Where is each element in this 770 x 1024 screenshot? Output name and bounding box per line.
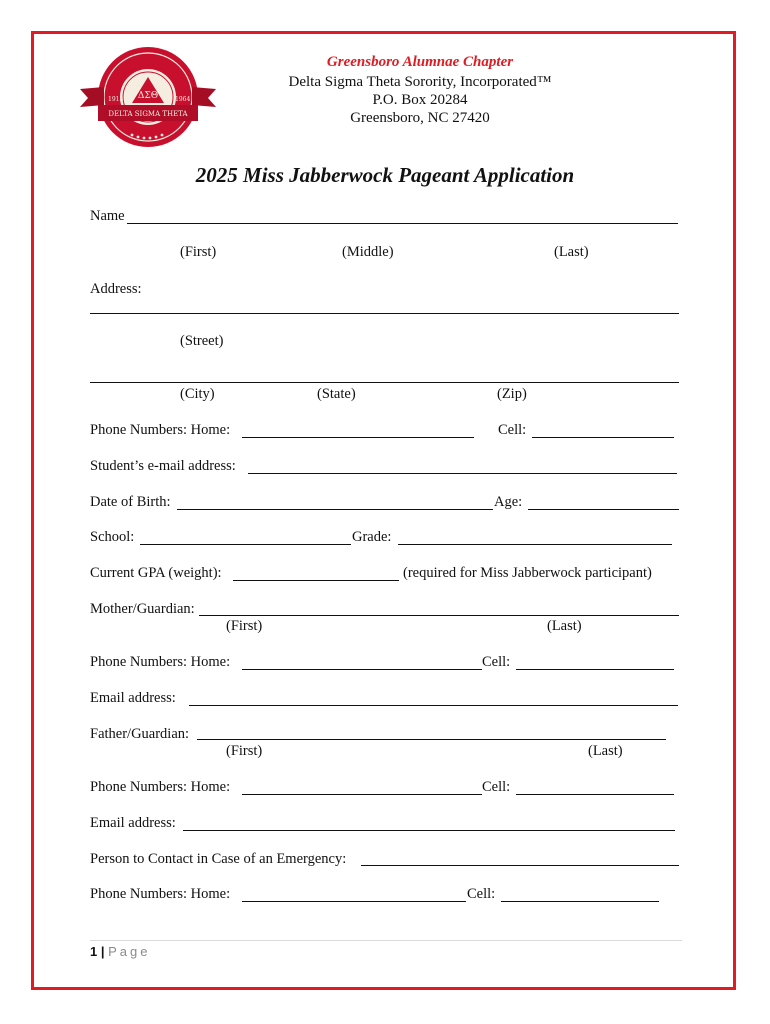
father-phone-home-label: Phone Numbers: Home: <box>90 779 231 795</box>
address-city-state-zip-field[interactable] <box>90 382 679 383</box>
student-email-label: Student’s e-mail address: <box>90 458 236 474</box>
mother-phone-cell-field[interactable] <box>516 669 674 670</box>
school-field[interactable] <box>140 544 351 545</box>
page-separator: | <box>100 944 105 959</box>
father-label: Father/Guardian: <box>90 726 190 742</box>
age-field[interactable] <box>528 509 679 510</box>
emergency-phone-cell-label: Cell: <box>467 886 496 902</box>
father-email-label: Email address: <box>90 815 176 831</box>
father-phone-home-field[interactable] <box>242 794 482 795</box>
name-label: Name <box>90 208 125 224</box>
school-label: School: <box>90 529 135 545</box>
phone-home-field[interactable] <box>242 437 474 438</box>
emergency-phone-cell-field[interactable] <box>501 901 659 902</box>
po-box: P.O. Box 20284 <box>372 92 468 108</box>
phone-home-label: Phone Numbers: Home: <box>90 422 231 438</box>
state-caption: (State) <box>317 386 356 402</box>
zip-caption: (Zip) <box>497 386 527 402</box>
dob-field[interactable] <box>177 509 493 510</box>
mother-phone-home-field[interactable] <box>242 669 482 670</box>
phone-cell-label: Cell: <box>498 422 527 438</box>
grade-field[interactable] <box>398 544 672 545</box>
emergency-phone-home-field[interactable] <box>242 901 466 902</box>
name-field[interactable] <box>127 223 678 224</box>
father-first-caption: (First) <box>226 743 263 759</box>
org-name: Delta Sigma Theta Sorority, Incorporated™ <box>288 74 552 90</box>
svg-text:1964: 1964 <box>175 96 191 103</box>
father-phone-cell-label: Cell: <box>482 779 511 795</box>
mother-first-caption: (First) <box>226 618 263 634</box>
name-first-caption: (First) <box>180 244 217 260</box>
name-middle-caption: (Middle) <box>342 244 394 260</box>
city-state-zip: Greensboro, NC 27420 <box>350 110 490 126</box>
svg-text:1913: 1913 <box>108 96 124 103</box>
emergency-phone-home-label: Phone Numbers: Home: <box>90 886 231 902</box>
gpa-note: (required for Miss Jabberwock participant) <box>403 565 652 581</box>
father-email-field[interactable] <box>183 830 675 831</box>
mother-phone-cell-label: Cell: <box>482 654 511 670</box>
mother-phone-home-label: Phone Numbers: Home: <box>90 654 231 670</box>
father-phone-cell-field[interactable] <box>516 794 674 795</box>
emergency-contact-field[interactable] <box>361 865 679 866</box>
gpa-label: Current GPA (weight): <box>90 565 222 581</box>
footer-divider <box>90 940 682 941</box>
mother-name-field[interactable] <box>199 615 679 616</box>
address-label: Address: <box>90 281 142 297</box>
form-title: 2025 Miss Jabberwock Pageant Application <box>195 163 575 187</box>
father-last-caption: (Last) <box>588 743 623 759</box>
mother-label: Mother/Guardian: <box>90 601 195 617</box>
grade-label: Grade: <box>352 529 392 545</box>
name-last-caption: (Last) <box>554 244 589 260</box>
page-footer <box>90 944 151 959</box>
sorority-seal-icon <box>78 43 218 151</box>
svg-text:DELTA SIGMA THETA: DELTA SIGMA THETA <box>108 110 188 118</box>
mother-last-caption: (Last) <box>547 618 582 634</box>
street-caption: (Street) <box>180 333 224 349</box>
father-name-field[interactable] <box>197 739 666 740</box>
city-caption: (City) <box>180 386 215 402</box>
gpa-field[interactable] <box>233 580 399 581</box>
page-number: 1 <box>90 944 98 959</box>
svg-text:ΔΣΘ: ΔΣΘ <box>137 91 159 101</box>
address-street-field[interactable] <box>90 313 679 314</box>
mother-email-label: Email address: <box>90 690 176 706</box>
phone-cell-field[interactable] <box>532 437 674 438</box>
dob-label: Date of Birth: <box>90 494 171 510</box>
mother-email-field[interactable] <box>189 705 678 706</box>
emergency-contact-label: Person to Contact in Case of an Emergency: <box>90 851 347 867</box>
age-label: Age: <box>494 494 523 510</box>
chapter-name: Greensboro Alumnae Chapter <box>326 54 514 70</box>
student-email-field[interactable] <box>248 473 677 474</box>
page-label: Page <box>108 944 151 959</box>
